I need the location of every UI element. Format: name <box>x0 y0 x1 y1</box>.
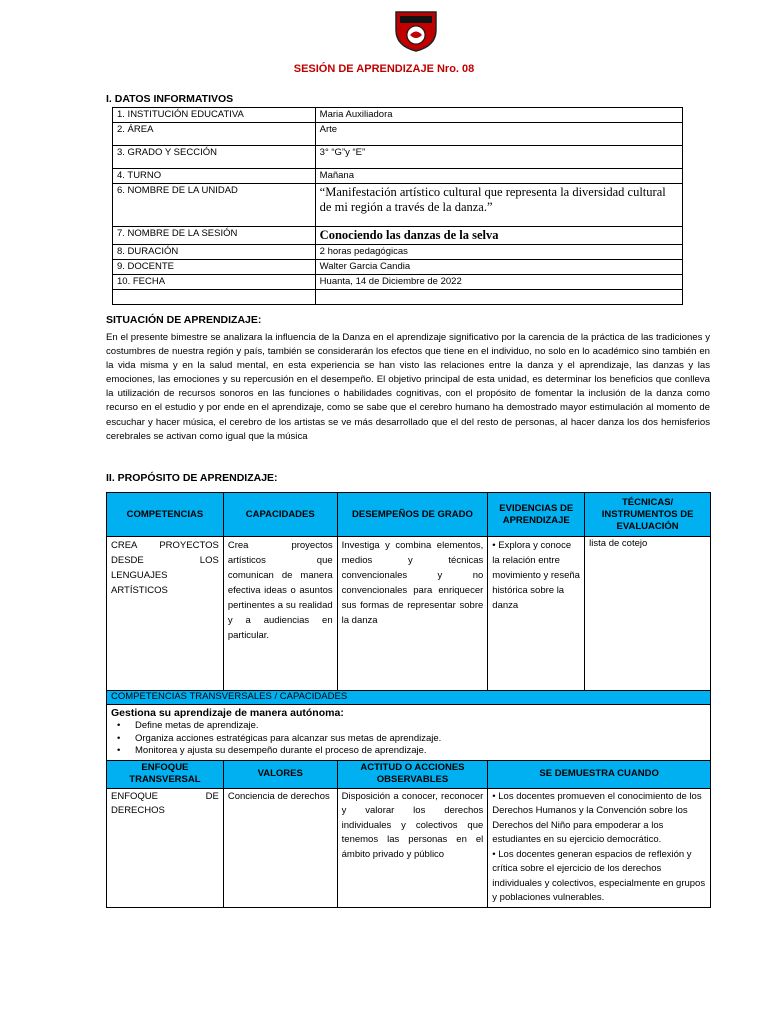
demuestra-item: • Los docentes generan espacios de reflexión y crítica sobre el ejercicio de los derechos individuales y colectivos, especialmente en grupos y poblaciones vulnerables. <box>492 848 706 903</box>
datos-label: 2. ÁREA <box>113 123 316 146</box>
empty-cell <box>315 290 682 305</box>
col-header: DESEMPEÑOS DE GRADO <box>337 493 488 537</box>
list-item: • Monitorea y ajusta su desempeño durante el proceso de aprendizaje. <box>135 745 706 758</box>
datos-label: 6. NOMBRE DE LA UNIDAD <box>113 184 316 227</box>
transversal-list <box>111 720 706 758</box>
datos-label: 1. INSTITUCIÓN EDUCATIVA <box>113 108 316 123</box>
enfoque-cell: ENFOQUE DE DERECHOS <box>107 788 224 907</box>
datos-heading: I. DATOS INFORMATIVOS <box>106 93 234 105</box>
competencia-cell: CREA PROYECTOS DESDE LOS LENGUAJES ARTÍSTICOS <box>107 537 224 691</box>
table-row <box>113 184 683 227</box>
session-title: SESIÓN DE APRENDIZAJE Nro. 08 <box>293 63 475 75</box>
table-row <box>113 260 683 275</box>
transversal-heading: Gestiona su aprendizaje de manera autónoma: <box>111 707 344 719</box>
table-row <box>107 537 711 691</box>
table-row <box>113 245 683 260</box>
transversal-title: COMPETENCIAS TRANSVERSALES / CAPACIDADES <box>107 691 711 705</box>
empty-cell <box>113 290 316 305</box>
table-row <box>113 290 683 305</box>
datos-value: Mañana <box>315 169 682 184</box>
desempeno-cell: Investiga y combina elementos, medios y técnicas convencionales y no convencionales para enriquecer sus formas de representar sobre la danza <box>337 537 488 691</box>
datos-value: 3° “G”y “E” <box>315 146 682 169</box>
datos-label: 9. DOCENTE <box>113 260 316 275</box>
table-row <box>113 227 683 245</box>
instrumento-cell: lista de cotejo <box>585 537 711 691</box>
datos-label: 7. NOMBRE DE LA SESIÓN <box>113 227 316 245</box>
situacion-heading: SITUACIÓN DE APRENDIZAJE: <box>106 314 262 326</box>
col-header: COMPETENCIAS <box>107 493 224 537</box>
datos-label: 3. GRADO Y SECCIÓN <box>113 146 316 169</box>
datos-label: 8. DURACIÓN <box>113 245 316 260</box>
enfoque-header-row <box>107 760 711 788</box>
table-row <box>113 169 683 184</box>
table-row <box>107 788 711 907</box>
table-row <box>113 146 683 169</box>
col-header: ACTITUD O ACCIONES OBSERVABLES <box>337 760 488 788</box>
datos-table <box>112 107 683 305</box>
transversal-row <box>107 705 711 761</box>
valor-cell: Conciencia de derechos <box>223 788 337 907</box>
datos-value: Arte <box>315 123 682 146</box>
school-crest-logo <box>392 8 440 52</box>
demuestra-item: • Los docentes promueven el conocimiento de los Derechos Humanos y la Convención sobre los Derechos del Niño para empoderar a los estudiantes en su ejercicio democrático. <box>492 790 702 845</box>
proposito-heading: II. PROPÓSITO DE APRENDIZAJE: <box>106 472 278 484</box>
datos-label: 10. FECHA <box>113 275 316 290</box>
col-header: ENFOQUE TRANSVERSAL <box>107 760 224 788</box>
capacidad-cell: Crea proyectos artísticos que comunican de manera efectiva ideas o asuntos pertinentes a su realidad y a audiencias en particular. <box>223 537 337 691</box>
col-header: VALORES <box>223 760 337 788</box>
list-item: • Organiza acciones estratégicas para alcanzar sus metas de aprendizaje. <box>135 733 706 746</box>
demuestra-cell <box>488 788 711 907</box>
list-item: • Define metas de aprendizaje. <box>135 720 706 733</box>
situacion-text: En el presente bimestre se analizara la influencia de la Danza en el aprendizaje significativo por la carencia de la práctica de las tradiciones y costumbres de nuestra región y país, también se considerarán los efectos que tiene en el individuo, no solo en lo académico sino también en la vida misma y en la salud mental, en esta experiencia se han visto las relaciones entre la danza y el aprendizaje, las danzas y las emociones, las emociones y su repercusión en el desempeño. El objetivo principal de esta unidad, es determinar los beneficios que conlleva la utilización de recursos sonoros en las funciones o habilidades cognitivas, con el propósito de fomentar la inclusión de la danza como recurso en el estudio y por ende en el aprendizaje, como se sabe que el cerebro humano ha demostrado mayor estimulación al momento de escuchar y hacer música, el cerebro de los artistas se ve más desarrollado que el del resto de personas, al hacer danza los dos hemisferios cerebrales se activan como igual que la música <box>106 332 710 442</box>
datos-value: “Manifestación artístico cultural que representa la diversidad cultural de mi región a través de la danza.” <box>315 184 682 227</box>
table-row <box>113 108 683 123</box>
datos-value: 2 horas pedagógicas <box>315 245 682 260</box>
proposito-table <box>106 492 711 908</box>
datos-value: Maria Auxiliadora <box>315 108 682 123</box>
col-header: EVIDENCIAS DE APRENDIZAJE <box>488 493 585 537</box>
table-header-row <box>107 493 711 537</box>
col-header: SE DEMUESTRA CUANDO <box>488 760 711 788</box>
table-row <box>113 123 683 146</box>
datos-value: Walter Garcia Candia <box>315 260 682 275</box>
col-header: CAPACIDADES <box>223 493 337 537</box>
datos-value: Huanta, 14 de Diciembre de 2022 <box>315 275 682 290</box>
actitud-cell: Disposición a conocer, reconocer y valorar los derechos individuales y colectivos que tenemos las personas en el ámbito privado y público <box>337 788 488 907</box>
datos-label: 4. TURNO <box>113 169 316 184</box>
col-header: TÉCNICAS/ INSTRUMENTOS DE EVALUACIÓN <box>585 493 711 537</box>
transversal-title-row <box>107 691 711 705</box>
evidencia-cell: • Explora y conoce la relación entre movimiento y reseña histórica sobre la danza <box>488 537 585 691</box>
table-row <box>113 275 683 290</box>
datos-value: Conociendo las danzas de la selva <box>315 227 682 245</box>
transversal-cell <box>107 705 711 761</box>
